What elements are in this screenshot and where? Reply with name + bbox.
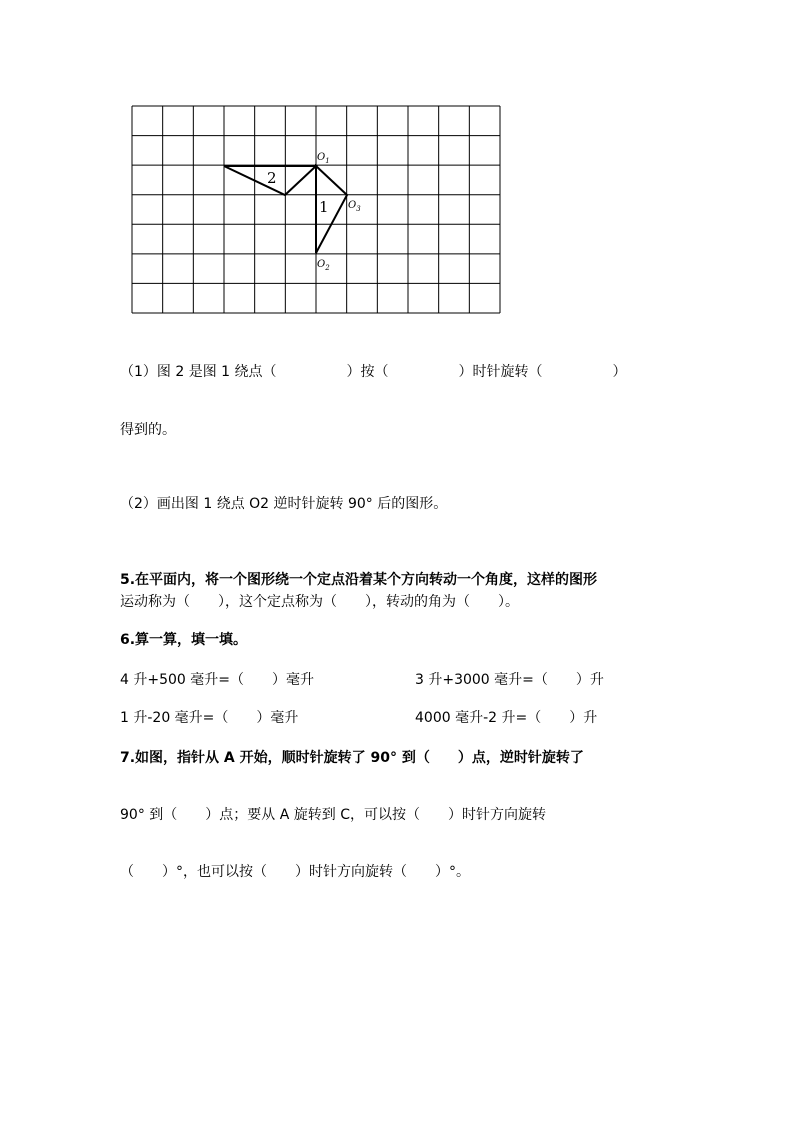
point-o3-label: O3 [348,200,361,213]
shape-1-label: 1 [319,198,329,216]
q4-part2: （2）画出图 1 绕点 O2 逆时针旋转 90° 后的图形。 [120,496,448,512]
q6-title: 6.算一算，填一填。 [120,632,248,648]
q7-line3: （ ）°，也可以按（ ）时针方向旋转（ ）°。 [120,864,470,880]
q6-item-1: 4 升+500 毫升=（ ）毫升 [120,672,314,688]
q5-line1: 5.在平面内，将一个图形绕一个定点沿着某个方向转动一个角度，这样的图形 [120,572,598,588]
q7-line2: 90° 到（ ）点；要从 A 旋转到 C，可以按（ ）时针方向旋转 [120,807,546,823]
q4-part1-line2: 得到的。 [120,422,176,438]
q5-line2: 运动称为（ ），这个定点称为（ ），转动的角为（ ）。 [120,594,519,610]
point-o1-label: O1 [317,152,330,165]
q7-line1: 7.如图，指针从 A 开始，顺时针旋转了 90° 到（ ）点，逆时针旋转了 [120,750,584,766]
q6-item-2: 3 升+3000 毫升=（ ）升 [415,672,604,688]
shape-2-label: 2 [267,169,277,187]
rotation-grid-figure [130,104,502,316]
q6-item-3: 1 升-20 毫升=（ ）毫升 [120,710,299,726]
point-o2-label: O2 [317,259,330,272]
q4-part1-line1: （1）图 2 是图 1 绕点（ ）按（ ）时针旋转（ ） [120,364,627,380]
q6-item-4: 4000 毫升-2 升=（ ）升 [415,710,598,726]
